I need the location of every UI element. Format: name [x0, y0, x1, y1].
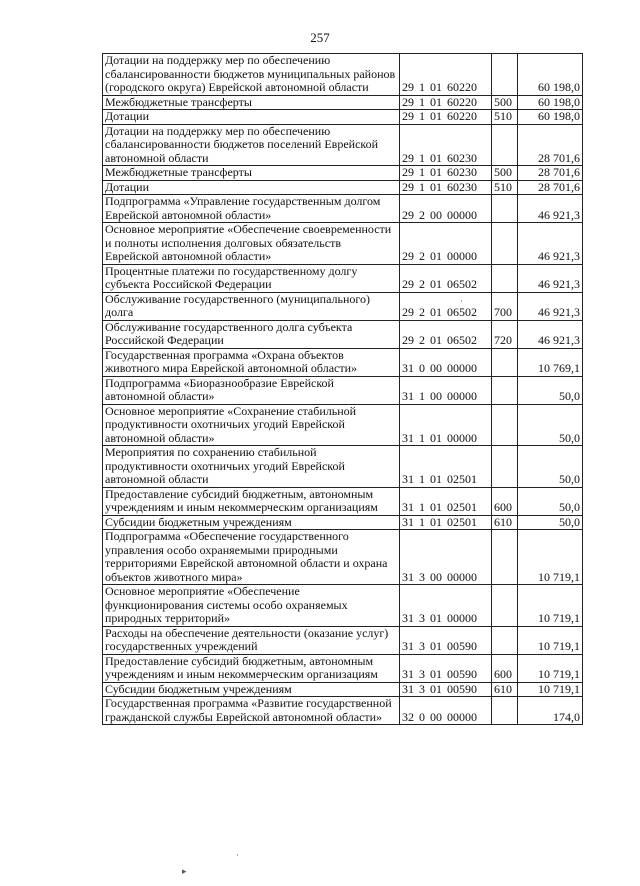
budget-table-body — [103, 54, 583, 725]
table-row — [103, 487, 583, 515]
table-row — [103, 180, 583, 195]
row-name: Основное мероприятие «Обеспечение функционирования системы особо охраняемых природных территорий» — [103, 585, 400, 627]
table-row — [103, 515, 583, 530]
row-expense-type — [492, 54, 518, 96]
budget-table — [102, 53, 583, 725]
row-target-code: 31 0 00 00000 — [400, 348, 492, 376]
row-name: Дотации — [103, 180, 400, 195]
row-name: Подпрограмма «Обеспечение государственного управления особо охраняемыми природными территориями Еврейской автономной области и охрана объектов животного мира» — [103, 530, 400, 585]
row-name: Предоставление субсидий бюджетным, автономным учреждениям и иным некоммерческим организациям — [103, 487, 400, 515]
row-amount: 46 921,3 — [518, 195, 583, 223]
row-amount: 10 719,1 — [518, 530, 583, 585]
row-expense-type: 510 — [492, 180, 518, 195]
row-expense-type: 500 — [492, 95, 518, 110]
row-amount: 46 921,3 — [518, 320, 583, 348]
row-target-code: 29 1 01 60220 — [400, 95, 492, 110]
row-amount: 28 701,6 — [518, 166, 583, 181]
row-amount: 10 719,1 — [518, 682, 583, 697]
row-expense-type — [492, 404, 518, 446]
row-expense-type — [492, 348, 518, 376]
scan-speck: ▸ — [182, 866, 187, 876]
row-target-code: 29 2 00 00000 — [400, 195, 492, 223]
table-row — [103, 320, 583, 348]
scan-speck: · — [236, 850, 239, 860]
row-expense-type — [492, 585, 518, 627]
row-amount: 10 719,1 — [518, 654, 583, 682]
row-expense-type: 720 — [492, 320, 518, 348]
row-name: Субсидии бюджетным учреждениям — [103, 682, 400, 697]
row-expense-type — [492, 697, 518, 725]
row-name: Субсидии бюджетным учреждениям — [103, 515, 400, 530]
table-row — [103, 166, 583, 181]
row-expense-type — [492, 195, 518, 223]
row-expense-type — [492, 223, 518, 265]
row-amount: 46 921,3 — [518, 292, 583, 320]
row-expense-type: 610 — [492, 515, 518, 530]
page-number: 257 — [310, 30, 330, 45]
scan-speck: · — [460, 296, 463, 306]
row-amount: 50,0 — [518, 515, 583, 530]
row-name: Дотации — [103, 110, 400, 125]
row-expense-type — [492, 446, 518, 488]
table-row — [103, 376, 583, 404]
table-row — [103, 697, 583, 725]
row-expense-type — [492, 124, 518, 166]
row-name: Расходы на обеспечение деятельности (оказание услуг) государственных учреждений — [103, 626, 400, 654]
row-target-code: 29 1 01 60230 — [400, 180, 492, 195]
table-row — [103, 95, 583, 110]
row-target-code: 29 1 01 60230 — [400, 124, 492, 166]
row-amount: 60 198,0 — [518, 110, 583, 125]
row-target-code: 32 0 00 00000 — [400, 697, 492, 725]
row-name: Подпрограмма «Управление государственным долгом Еврейской автономной области» — [103, 195, 400, 223]
row-name: Государственная программа «Охрана объектов животного мира Еврейской автономной области» — [103, 348, 400, 376]
row-target-code: 31 3 01 00000 — [400, 585, 492, 627]
row-name: Предоставление субсидий бюджетным, автономным учреждениям и иным некоммерческим организациям — [103, 654, 400, 682]
table-row — [103, 654, 583, 682]
row-name: Мероприятия по сохранению стабильной продуктивности охотничьих угодий Еврейской автономной области — [103, 446, 400, 488]
row-name: Процентные платежи по государственному долгу субъекта Российской Федерации — [103, 264, 400, 292]
row-name: Дотации на поддержку мер по обеспечению сбалансированности бюджетов муниципальных районов (городского округа) Еврейской автономной области — [103, 54, 400, 96]
row-name: Основное мероприятие «Сохранение стабильной продуктивности охотничьих угодий Еврейской автономной области» — [103, 404, 400, 446]
row-name: Дотации на поддержку мер по обеспечению сбалансированности бюджетов поселений Еврейской автономной области — [103, 124, 400, 166]
row-amount: 60 198,0 — [518, 54, 583, 96]
row-amount: 174,0 — [518, 697, 583, 725]
table-row — [103, 54, 583, 96]
row-amount: 50,0 — [518, 404, 583, 446]
row-target-code: 31 1 01 02501 — [400, 446, 492, 488]
row-amount: 50,0 — [518, 446, 583, 488]
row-name: Подпрограмма «Биоразнообразие Еврейской автономной области» — [103, 376, 400, 404]
row-name: Межбюджетные трансферты — [103, 95, 400, 110]
row-amount: 50,0 — [518, 376, 583, 404]
row-amount: 10 719,1 — [518, 585, 583, 627]
row-target-code: 31 3 01 00590 — [400, 682, 492, 697]
row-target-code: 29 2 01 06502 — [400, 264, 492, 292]
row-target-code: 29 2 01 06502 — [400, 320, 492, 348]
table-row — [103, 195, 583, 223]
row-expense-type: 700 — [492, 292, 518, 320]
table-row — [103, 110, 583, 125]
row-name: Межбюджетные трансферты — [103, 166, 400, 181]
row-target-code: 31 3 01 00590 — [400, 654, 492, 682]
table-row — [103, 223, 583, 265]
row-name: Основное мероприятие «Обеспечение своевременности и полноты исполнения долговых обязательств Еврейской автономной области» — [103, 223, 400, 265]
row-target-code: 31 1 01 02501 — [400, 487, 492, 515]
row-name: Государственная программа «Развитие государственной гражданской службы Еврейской автономной области» — [103, 697, 400, 725]
table-row — [103, 446, 583, 488]
row-target-code: 31 1 01 02501 — [400, 515, 492, 530]
row-expense-type — [492, 376, 518, 404]
row-expense-type: 510 — [492, 110, 518, 125]
row-target-code: 31 3 00 00000 — [400, 530, 492, 585]
table-row — [103, 348, 583, 376]
row-expense-type: 600 — [492, 654, 518, 682]
row-target-code: 31 1 00 00000 — [400, 376, 492, 404]
row-target-code: 29 1 01 60230 — [400, 166, 492, 181]
row-target-code: 29 2 01 00000 — [400, 223, 492, 265]
row-target-code: 31 1 01 00000 — [400, 404, 492, 446]
table-row — [103, 124, 583, 166]
table-row — [103, 626, 583, 654]
row-target-code: 29 1 01 60220 — [400, 110, 492, 125]
row-expense-type — [492, 626, 518, 654]
row-name: Обслуживание государственного (муниципального) долга — [103, 292, 400, 320]
row-expense-type: 610 — [492, 682, 518, 697]
table-row — [103, 530, 583, 585]
row-expense-type — [492, 530, 518, 585]
row-expense-type: 600 — [492, 487, 518, 515]
table-row — [103, 682, 583, 697]
row-amount: 10 719,1 — [518, 626, 583, 654]
row-target-code: 29 2 01 06502 — [400, 292, 492, 320]
table-row — [103, 264, 583, 292]
row-amount: 28 701,6 — [518, 124, 583, 166]
table-row — [103, 292, 583, 320]
row-amount: 28 701,6 — [518, 180, 583, 195]
row-amount: 46 921,3 — [518, 264, 583, 292]
table-row — [103, 585, 583, 627]
row-amount: 60 198,0 — [518, 95, 583, 110]
row-amount: 10 769,1 — [518, 348, 583, 376]
row-target-code: 31 3 01 00590 — [400, 626, 492, 654]
table-row — [103, 404, 583, 446]
row-target-code: 29 1 01 60220 — [400, 54, 492, 96]
row-amount: 46 921,3 — [518, 223, 583, 265]
row-amount: 50,0 — [518, 487, 583, 515]
row-expense-type: 500 — [492, 166, 518, 181]
row-name: Обслуживание государственного долга субъекта Российской Федерации — [103, 320, 400, 348]
row-expense-type — [492, 264, 518, 292]
